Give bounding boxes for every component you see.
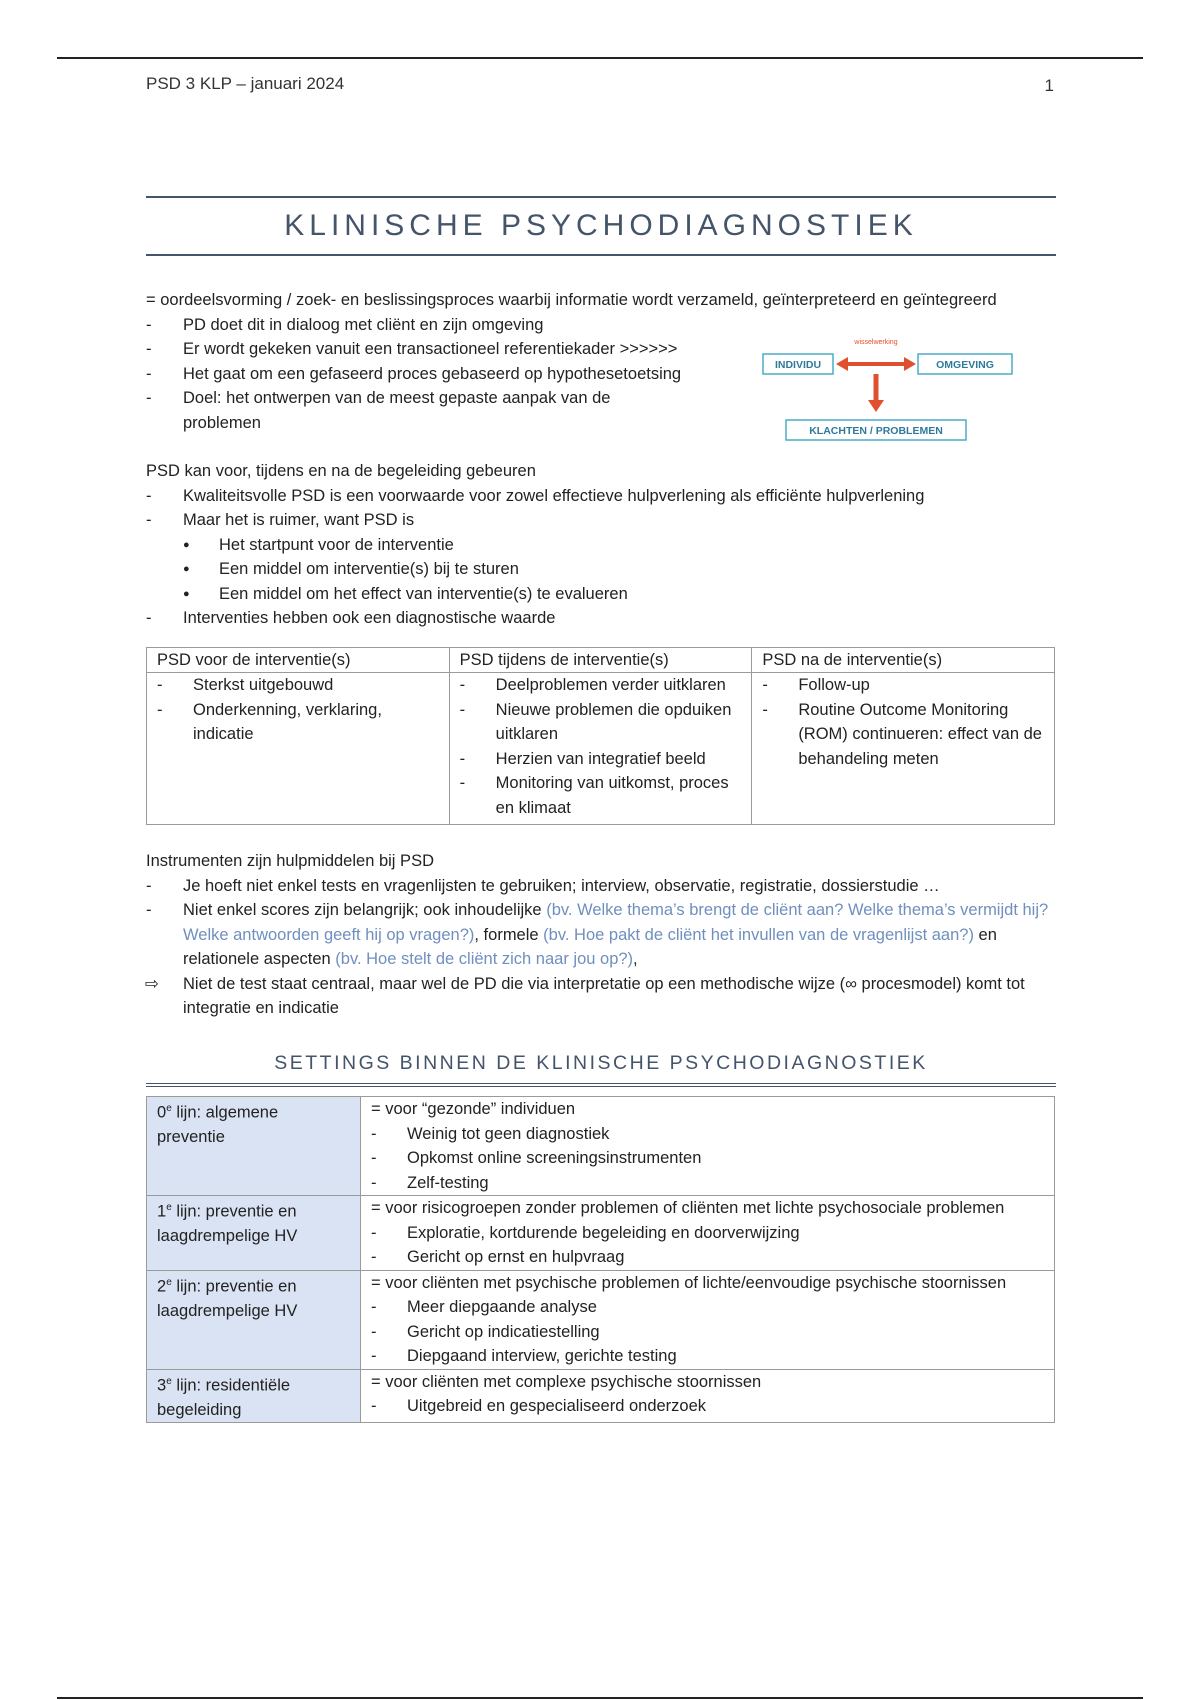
settings-table (146, 1096, 1055, 1423)
list-item: - Je hoeft niet enkel tests en vragenlijsten te gebruiken; interview, observatie, registratie, dossierstudie … (146, 874, 1056, 899)
timing-list-end (146, 606, 1056, 631)
setting-description (361, 1196, 1055, 1271)
setting-label: 3e lijn: residentiële begeleiding (147, 1369, 361, 1423)
list-item: - Interventies hebben ook een diagnostische waarde (146, 606, 1056, 631)
page-number: 1 (1044, 76, 1054, 95)
list-item-text: Maar het is ruimer, want PSD is (183, 511, 415, 529)
setting-description (361, 1369, 1055, 1423)
intro-list (146, 313, 746, 436)
table-row (147, 673, 1055, 825)
klachten-label: KLACHTEN / PROBLEMEN (809, 425, 943, 437)
list-item: - Onderkenning, verklaring, indicatie (157, 698, 439, 747)
settings-heading: SETTINGS BINNEN DE KLINISCHE PSYCHODIAGNOSTIEK (146, 1051, 1056, 1088)
list-item: - Kwaliteitsvolle PSD is een voorwaarde voor zowel effectieve hulpverlening als efficiënte hulpverlening (146, 484, 1056, 509)
table-row (147, 1196, 1055, 1271)
setting-desc-text: = voor cliënten met complexe psychische stoornissen (371, 1372, 762, 1391)
header-rule (57, 57, 1143, 59)
table-header: PSD tijdens de interventie(s) (449, 647, 752, 673)
timing-list (146, 484, 1056, 533)
list-item: - Sterkst uitgebouwd (157, 673, 439, 698)
list-item: - Weinig tot geen diagnostiek (371, 1122, 1044, 1147)
down-arrow-icon (868, 374, 884, 412)
list-item: - Meer diepgaande analyse (371, 1295, 1044, 1320)
list-item-text: Niet enkel scores zijn belangrijk; ook inhoudelijke (183, 901, 547, 919)
timing-section (146, 459, 1056, 631)
table-cell (752, 673, 1055, 825)
bullet-item: ● Het startpunt voor de interventie (146, 533, 1056, 558)
list-item-text: , (633, 950, 638, 968)
page-content (146, 196, 1056, 1423)
setting-label: 0e lijn: algemene preventie (147, 1097, 361, 1196)
list-item: - Routine Outcome Monitoring (ROM) continueren: effect van de behandeling meten (762, 698, 1044, 772)
double-arrow-icon (836, 357, 916, 371)
list-item: - Gericht op ernst en hulpvraag (371, 1245, 1044, 1270)
footer-rule (57, 1697, 1143, 1699)
example-text: (bv. Welke thema’s brengt de cliënt aan? Welke thema’s vermijdt hij? Welke antwoorden geeft hij op vragen?) (183, 901, 1049, 944)
setting-desc-text: = voor “gezonde” individuen (371, 1100, 576, 1118)
table-cell (449, 673, 752, 825)
instruments-lead: Instrumenten zijn hulpmiddelen bij PSD (146, 852, 434, 870)
conclusion-item: ⇨ Niet de test staat centraal, maar wel de PD die via interpretatie op een methodische wijze (∞ procesmodel) komt tot integratie en indicatie (146, 972, 1056, 1021)
table-row (147, 1369, 1055, 1423)
list-item: - Deelproblemen verder uitklaren (460, 673, 742, 698)
phases-table (146, 647, 1055, 826)
setting-desc-text: = voor cliënten met psychische problemen of lichte/eenvoudige psychische stoornissen (371, 1273, 1007, 1292)
list-item: - Opkomst online screeningsinstrumenten (371, 1146, 1044, 1171)
table-header: PSD na de interventie(s) (752, 647, 1055, 673)
list-item-text: , formele (474, 925, 544, 944)
list-item: - Uitgebreid en gespecialiseerd onderzoek (371, 1394, 1044, 1419)
list-item (146, 508, 1056, 533)
list-item: - Doel: het ontwerpen van de meest gepaste aanpak van de problemen (146, 386, 746, 435)
setting-description (361, 1097, 1055, 1196)
instruments-list (146, 874, 1056, 972)
list-item: - Er wordt gekeken vanuit een transactioneel referentiekader >>>>>> (146, 337, 746, 362)
setting-label: 2e lijn: preventie en laagdrempelige HV (147, 1270, 361, 1369)
omgeving-label: OMGEVING (936, 359, 994, 371)
running-header: PSD 3 KLP – januari 2024 (146, 74, 345, 93)
table-header: PSD voor de interventie(s) (147, 647, 450, 673)
table-row (147, 1270, 1055, 1369)
list-item: - Gericht op indicatiestelling (371, 1320, 1044, 1345)
list-item: - Zelf-testing (371, 1171, 1044, 1196)
interaction-diagram (762, 334, 1022, 444)
list-item: - Follow-up (762, 673, 1044, 698)
intro-section (146, 288, 1056, 435)
individu-label: INDIVIDU (774, 359, 822, 371)
list-item: - Monitoring van uitkomst, proces en klimaat (460, 771, 742, 820)
list-item: - Exploratie, kortdurende begeleiding en doorverwijzing (371, 1221, 1044, 1246)
document-title: KLINISCHE PSYCHODIAGNOSTIEK (146, 196, 1056, 256)
definition-text: = oordeelsvorming / zoek- en beslissingsproces waarbij informatie wordt verzameld, geïnterpreteerd en geïntegreerd (146, 291, 997, 309)
setting-desc-text: = voor risicogroepen zonder problemen of cliënten met lichte psychosociale problemen (371, 1199, 1005, 1217)
setting-label: 1e lijn: preventie en laagdrempelige HV (147, 1196, 361, 1271)
table-header-row (147, 647, 1055, 673)
conclusion-list (146, 972, 1056, 1021)
list-item: - Het gaat om een gefaseerd proces gebaseerd op hypothesetoetsing (146, 362, 746, 387)
list-item: - Nieuwe problemen die opduiken uitklaren (460, 698, 742, 747)
list-item-text: en relationele aspecten (183, 925, 997, 968)
bullet-item: ● Een middel om interventie(s) bij te sturen (146, 557, 1056, 582)
setting-description (361, 1270, 1055, 1369)
instruments-section (146, 849, 1056, 1021)
list-item: - PD doet dit in dialoog met cliënt en zijn omgeving (146, 313, 746, 338)
table-row (147, 1097, 1055, 1196)
list-item (146, 898, 1056, 972)
wisselwerking-label: wisselwerking (854, 339, 898, 346)
timing-lead: PSD kan voor, tijdens en na de begeleiding gebeuren (146, 462, 536, 480)
bullet-item: ● Een middel om het effect van interventie(s) te evalueren (146, 582, 1056, 607)
timing-bullets (146, 533, 1056, 607)
table-cell (147, 673, 450, 825)
example-text: (bv. Hoe stelt de cliënt zich naar jou op?) (335, 950, 634, 968)
list-item: - Diepgaand interview, gerichte testing (371, 1344, 1044, 1369)
example-text: (bv. Hoe pakt de cliënt het invullen van de vragenlijst aan?) (543, 925, 974, 944)
list-item: - Herzien van integratief beeld (460, 747, 742, 772)
